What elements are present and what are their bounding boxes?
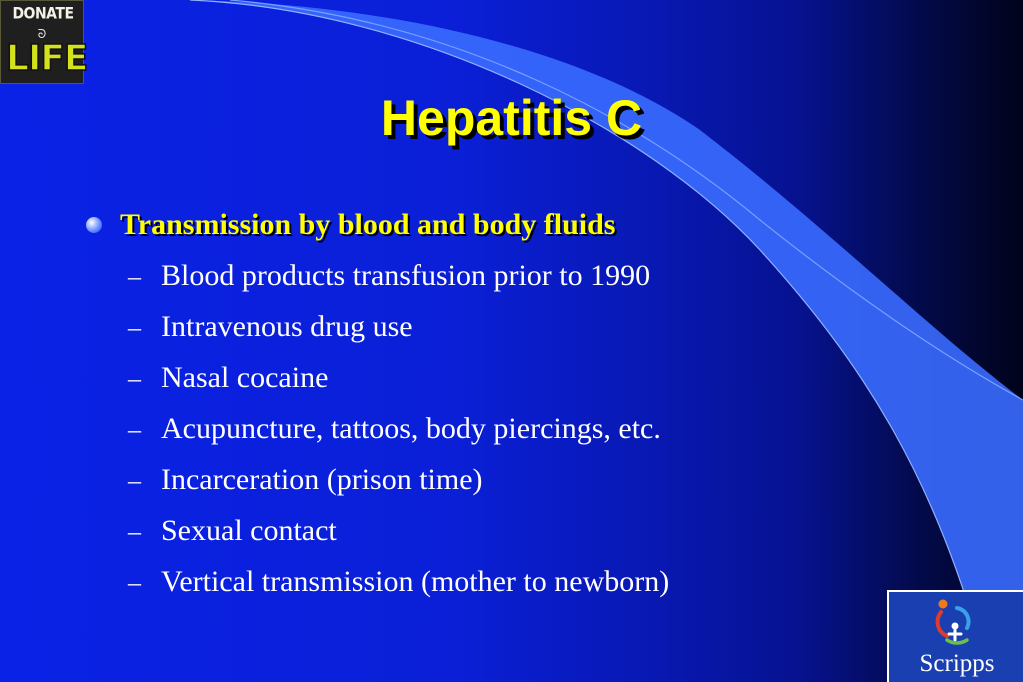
- sub-bullet: [128, 303, 669, 354]
- main-bullet: [86, 203, 615, 247]
- sub-bullet-text: Nasal cocaine: [161, 361, 329, 394]
- sub-bullet: [128, 252, 669, 303]
- dash-icon: –: [128, 517, 141, 546]
- sub-bullet-text: Incarceration (prison time): [161, 463, 483, 496]
- sub-bullet: [128, 405, 669, 456]
- sub-bullet-list: [128, 252, 669, 609]
- scripps-name: Scripps: [919, 650, 995, 677]
- sub-bullet-text: Sexual contact: [161, 514, 337, 547]
- sub-bullet: [128, 558, 669, 609]
- sub-bullet: [128, 456, 669, 507]
- sub-bullet-text: Blood products transfusion prior to 1990: [161, 259, 651, 292]
- donate-life-logo: [0, 0, 88, 84]
- dash-icon: –: [128, 466, 141, 495]
- bullet-dot-icon: [86, 217, 102, 233]
- sub-bullet-text: Acupuncture, tattoos, body piercings, etc.: [161, 412, 661, 445]
- sub-bullet: [128, 354, 669, 405]
- logo-donate-text: DONATE: [12, 4, 74, 24]
- dash-icon: –: [128, 568, 141, 597]
- scripps-figure-icon: [933, 596, 977, 646]
- sub-bullet: [128, 507, 669, 558]
- dash-icon: –: [128, 415, 141, 444]
- logo-life-text: LIFE: [6, 38, 88, 79]
- main-bullet-text: Transmission by blood and body fluids: [120, 208, 616, 241]
- slide-title: Hepatitis C: [380, 90, 643, 146]
- sub-bullet-text: Vertical transmission (mother to newborn): [161, 565, 670, 598]
- dash-icon: –: [128, 364, 141, 393]
- dash-icon: –: [128, 262, 141, 291]
- scripps-logo: [887, 590, 1023, 682]
- sub-bullet-text: Intravenous drug use: [161, 310, 413, 343]
- dash-icon: –: [128, 313, 141, 342]
- logo-swirl-icon: ᘐ: [37, 27, 47, 41]
